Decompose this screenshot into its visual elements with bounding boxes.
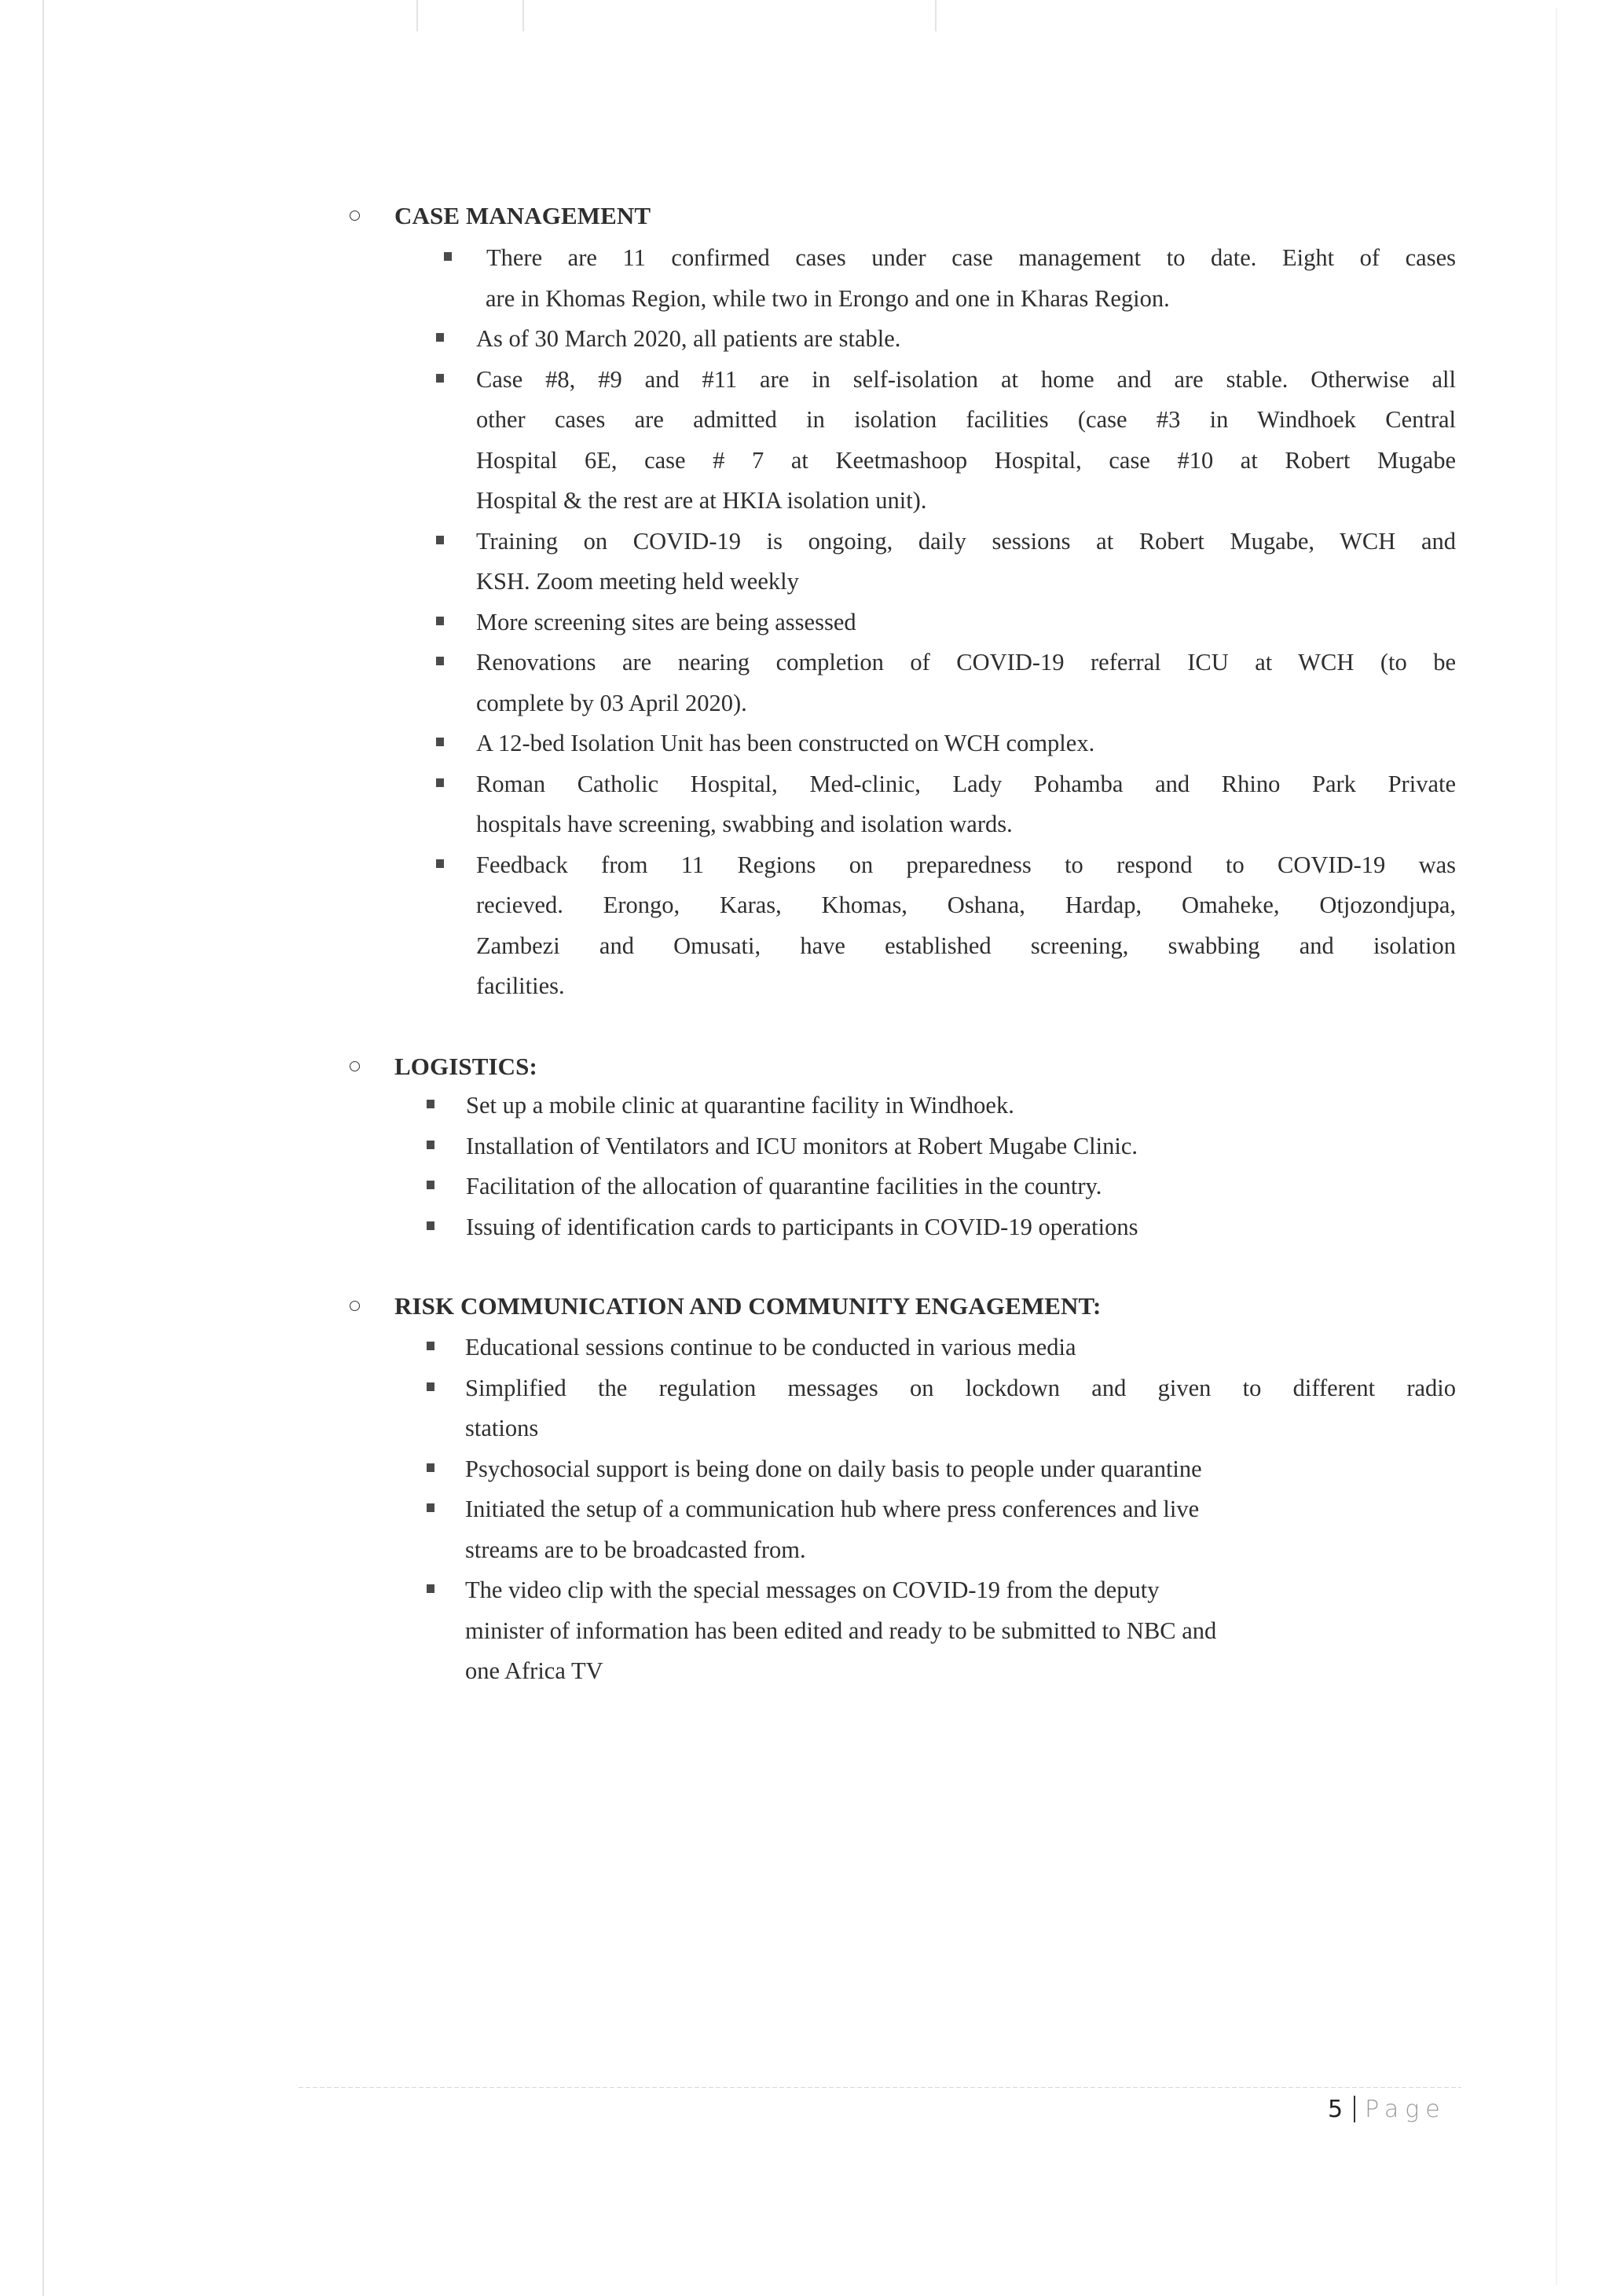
list-item-line: Simplified the regulation messages on lockdown and given to different radio [465, 1374, 1456, 1401]
square-bullet-icon [427, 1463, 434, 1472]
square-bullet-icon [427, 1100, 434, 1108]
footer-rule [299, 2087, 1461, 2088]
list-item-line: Set up a mobile clinic at quarantine facility in Windhoek. [466, 1092, 1014, 1119]
list-item-line: KSH. Zoom meeting held weekly [476, 568, 799, 595]
list-item-line: There are 11 confirmed cases under case management to date. Eight of cases [486, 244, 1456, 271]
list-item-line: stations [465, 1415, 539, 1441]
list-item-line: streams are to be broadcasted from. [465, 1536, 806, 1563]
scan-mark [416, 0, 418, 31]
page-label: Page [1365, 2096, 1446, 2123]
list-item-line: one Africa TV [465, 1657, 603, 1684]
square-bullet-icon [436, 617, 444, 625]
square-bullet-icon [436, 333, 444, 342]
list-item-line: hospitals have screening, swabbing and isolation wards. [476, 811, 1013, 837]
square-bullet-icon [427, 1141, 434, 1149]
square-bullet-icon [427, 1342, 434, 1350]
square-bullet-icon [427, 1221, 434, 1230]
list-item-line: Case #8, #9 and #11 are in self-isolation at home and are stable. Otherwise all [476, 365, 1456, 393]
list-item-line: facilities. [476, 972, 565, 999]
list-item-line: Installation of Ventilators and ICU monitors at Robert Mugabe Clinic. [466, 1132, 1138, 1159]
circle-bullet-icon [350, 1301, 360, 1311]
square-bullet-icon [436, 374, 444, 383]
section-heading: RISK COMMUNICATION AND COMMUNITY ENGAGEMENT: [394, 1292, 1102, 1320]
list-item-line: Roman Catholic Hospital, Med-clinic, Lady Pohamba and Rhino Park Private [476, 770, 1456, 797]
list-item-line: Zambezi and Omusati, have established screening, swabbing and isolation [476, 932, 1456, 959]
list-item-line: recieved. Erongo, Karas, Khomas, Oshana, Hardap, Omaheke, Otjozondjupa, [476, 892, 1456, 918]
page-number-value: 5 [1328, 2096, 1344, 2123]
list-item-line: Issuing of identification cards to participants in COVID-19 operations [466, 1213, 1138, 1240]
scan-mark [935, 0, 937, 31]
list-item-line: Educational sessions continue to be conducted in various media [465, 1334, 1076, 1360]
list-item-line: are in Khomas Region, while two in Erongo and one in Kharas Region. [486, 284, 1170, 312]
list-item-line: Renovations are nearing completion of COVID-19 referral ICU at WCH (to be [476, 649, 1456, 676]
square-bullet-icon [427, 1503, 434, 1512]
list-item-line: A 12-bed Isolation Unit has been constructed on WCH complex. [476, 730, 1095, 756]
list-item-line: Training on COVID-19 is ongoing, daily sessions at Robert Mugabe, WCH and [476, 527, 1456, 555]
square-bullet-icon [436, 536, 444, 544]
list-item-line: Hospital 6E, case # 7 at Keetmashoop Hospital, case #10 at Robert Mugabe [476, 446, 1456, 474]
list-item-line: As of 30 March 2020, all patients are stable. [476, 325, 901, 352]
list-item-line: Hospital & the rest are at HKIA isolation unit). [476, 487, 927, 514]
square-bullet-icon [427, 1382, 434, 1391]
square-bullet-icon [436, 738, 444, 746]
list-item-line: Initiated the setup of a communication hub where press conferences and live [465, 1496, 1200, 1522]
square-bullet-icon [427, 1584, 434, 1593]
circle-bullet-icon [350, 211, 360, 221]
list-item-line: Facilitation of the allocation of quarantine facilities in the country. [466, 1173, 1102, 1199]
square-bullet-icon [444, 252, 452, 261]
list-item-line: Psychosocial support is being done on daily basis to people under quarantine [465, 1455, 1202, 1482]
circle-bullet-icon [350, 1061, 360, 1071]
list-item-line: complete by 03 April 2020). [476, 689, 747, 716]
list-item-line: The video clip with the special messages on COVID-19 from the deputy [465, 1576, 1160, 1603]
section-heading: LOGISTICS: [394, 1053, 537, 1080]
page-number-divider [1354, 2096, 1355, 2122]
list-item-line: other cases are admitted in isolation facilities (case #3 in Windhoek Central [476, 406, 1456, 433]
list-item-line: More screening sites are being assessed [476, 608, 856, 635]
scan-mark [522, 0, 524, 31]
scan-edge-right [1556, 8, 1557, 2286]
square-bullet-icon [436, 657, 444, 665]
scan-edge-left [42, 0, 44, 2296]
square-bullet-icon [436, 778, 444, 787]
square-bullet-icon [427, 1181, 434, 1189]
square-bullet-icon [436, 859, 444, 868]
section-heading: CASE MANAGEMENT [394, 202, 651, 229]
list-item-line: Feedback from 11 Regions on preparedness to respond to COVID-19 was [476, 851, 1456, 878]
list-item-line: minister of information has been edited and ready to be submitted to NBC and [465, 1617, 1217, 1644]
page-number [1328, 2096, 1446, 2124]
